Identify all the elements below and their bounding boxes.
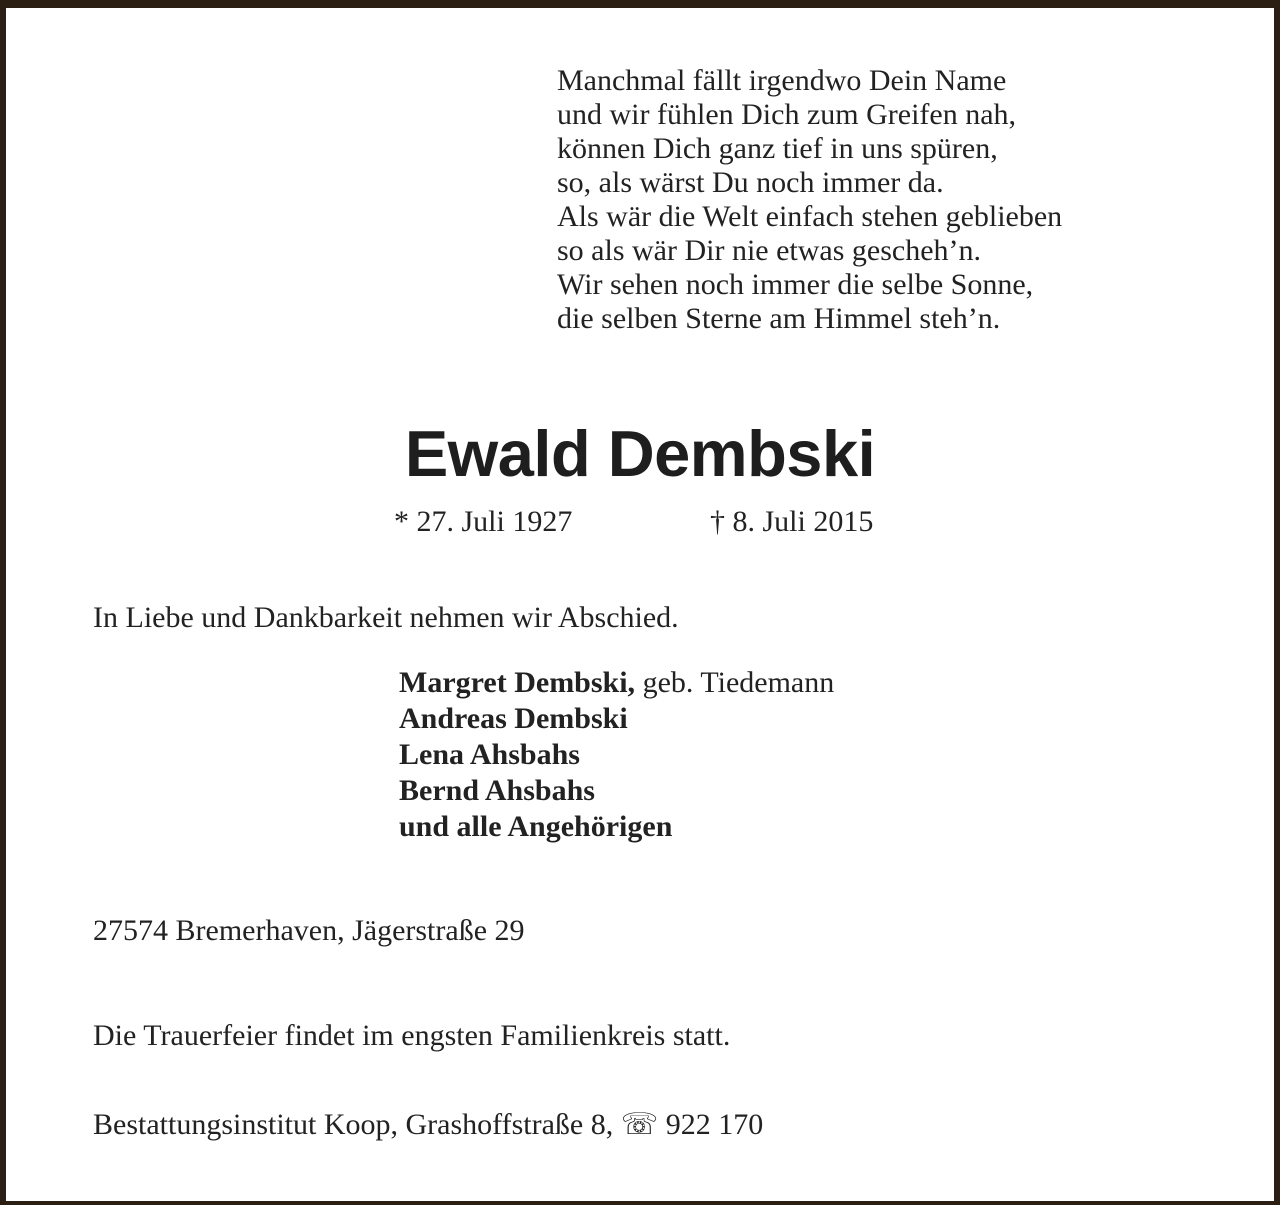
poem-line: können Dich ganz tief in uns spüren, [557,132,998,165]
poem-line: Wir sehen noch immer die selbe Sonne, [557,268,1034,301]
poem-line: die selben Sterne am Himmel steh’n. [557,302,1001,335]
ceremony-note: Die Trauerfeier findet im engsten Familienkreis statt. [93,1019,731,1052]
poem-line: Als wär die Welt einfach stehen geblieben [557,200,1063,233]
family-member-maiden-name: geb. Tiedemann [635,666,835,699]
address: 27574 Bremerhaven, Jägerstraße 29 [93,914,525,947]
farewell-text: In Liebe und Dankbarkeit nehmen wir Abschied. [93,601,679,634]
funeral-home-info: Bestattungsinstitut Koop, Grashoffstraße 8, ☏ 922 170 [93,1108,764,1141]
poem-line: so, als wärst Du noch immer da. [557,166,944,199]
family-member [399,665,834,701]
family-member: und alle Angehörigen [399,810,673,843]
poem-line: Manchmal fällt irgendwo Dein Name [557,64,1007,97]
family-member: Bernd Ahsbahs [399,774,595,807]
family-list [399,665,834,845]
birth-date: * 27. Juli 1927 [394,505,573,538]
death-date: † 8. Juli 2015 [710,505,874,538]
poem [557,64,1062,336]
family-member: Andreas Dembski [399,702,628,735]
poem-line: und wir fühlen Dich zum Greifen nah, [557,98,1017,131]
deceased-name: Ewald Dembski [404,417,876,490]
family-member-name: Margret Dembski, [399,666,636,699]
poem-line: so als wär Dir nie etwas gescheh’n. [557,234,982,267]
family-member: Lena Ahsbahs [399,738,580,771]
